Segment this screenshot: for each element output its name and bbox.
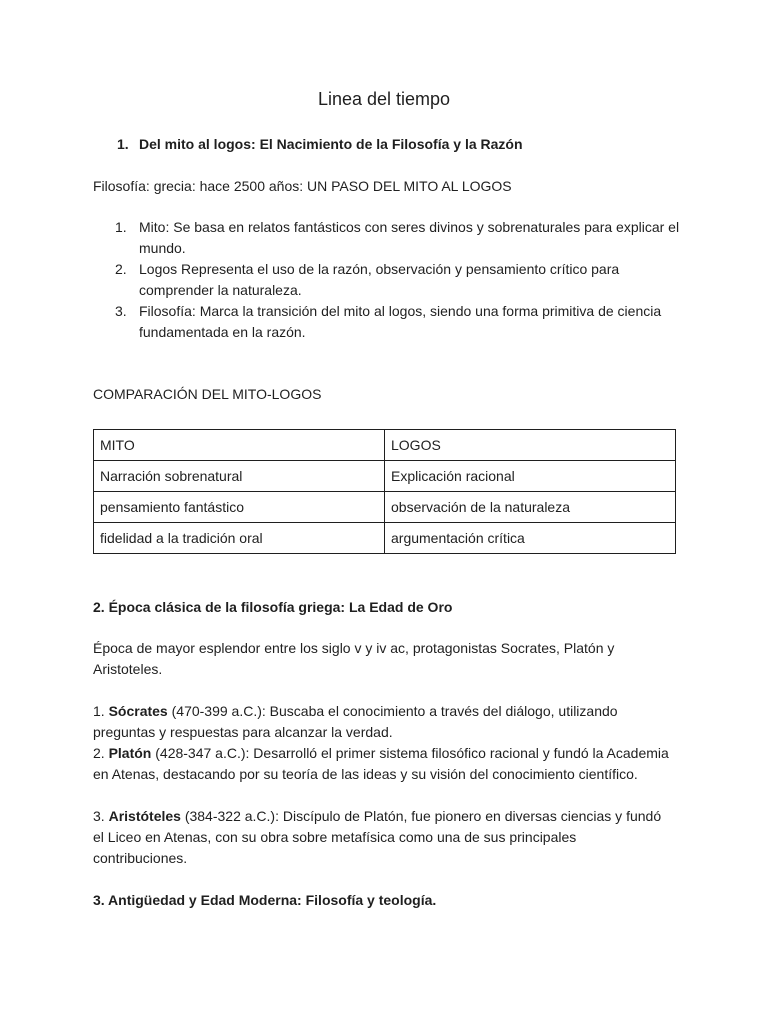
table-row <box>94 461 676 492</box>
philosopher-item-platon: 2. Platón (428-347 a.C.): Desarrolló el primer sistema filosófico racional y fundó la Academia en Atenas, destacando por su teoría de las ideas y su visión del conocimiento científico. <box>93 745 669 782</box>
table-cell: argumentación crítica <box>385 523 676 554</box>
comparison-title: COMPARACIÓN DEL MITO-LOGOS <box>93 386 322 402</box>
philosopher-name: Platón <box>108 745 152 761</box>
philosopher-name: Sócrates <box>108 703 168 719</box>
table-cell: Explicación racional <box>385 461 676 492</box>
table-row <box>94 492 676 523</box>
section-1-heading-text: Del mito al logos: El Nacimiento de la Filosofía y la Razón <box>139 136 523 152</box>
table-cell: observación de la naturaleza <box>385 492 676 523</box>
list-item: 1. Mito: Se basa en relatos fantásticos con seres divinos y sobrenaturales para explicar el mundo. <box>115 219 680 256</box>
table-header-cell: MITO <box>94 430 385 461</box>
philosopher-item-aristoteles: 3. Aristóteles (384-322 a.C.): Discípulo de Platón, fue pionero en diversas ciencias y fundó el Liceo en Atenas, con su obra sobre metafísica como una de sus principales contribuciones. <box>93 808 662 866</box>
table-cell: Narración sobrenatural <box>94 461 385 492</box>
comparison-table <box>93 429 676 554</box>
section-2-heading: 2. Época clásica de la filosofía griega: La Edad de Oro <box>93 599 453 615</box>
section-2-intro: Época de mayor esplendor entre los siglo v y iv ac, protagonistas Socrates, Platón y Aristoteles. <box>93 640 615 677</box>
table-cell: pensamiento fantástico <box>94 492 385 523</box>
section-1-number: 1. <box>117 136 129 152</box>
table-header-cell: LOGOS <box>385 430 676 461</box>
section-1-heading <box>117 135 523 153</box>
section-3-heading: 3. Antigüedad y Edad Moderna: Filosofía y teología. <box>93 892 437 908</box>
philosopher-item-socrates: 1. Sócrates (470-399 a.C.): Buscaba el conocimiento a través del diálogo, utilizando preguntas y respuestas para alcanzar la verdad. <box>93 703 618 740</box>
table-header-row <box>94 430 676 461</box>
table-cell: fidelidad a la tradición oral <box>94 523 385 554</box>
list-item: 3. Filosofía: Marca la transición del mito al logos, siendo una forma primitiva de ciencia fundamentada en la razón. <box>115 303 662 340</box>
mito-logos-list <box>93 217 683 343</box>
intro-paragraph: Filosofía: grecia: hace 2500 años: UN PASO DEL MITO AL LOGOS <box>93 178 512 194</box>
document-title: Linea del tiempo <box>317 89 451 109</box>
list-item: 2. Logos Representa el uso de la razón, observación y pensamiento crítico para comprender la naturaleza. <box>115 261 620 298</box>
table-row <box>94 523 676 554</box>
philosopher-name: Aristóteles <box>108 808 181 824</box>
